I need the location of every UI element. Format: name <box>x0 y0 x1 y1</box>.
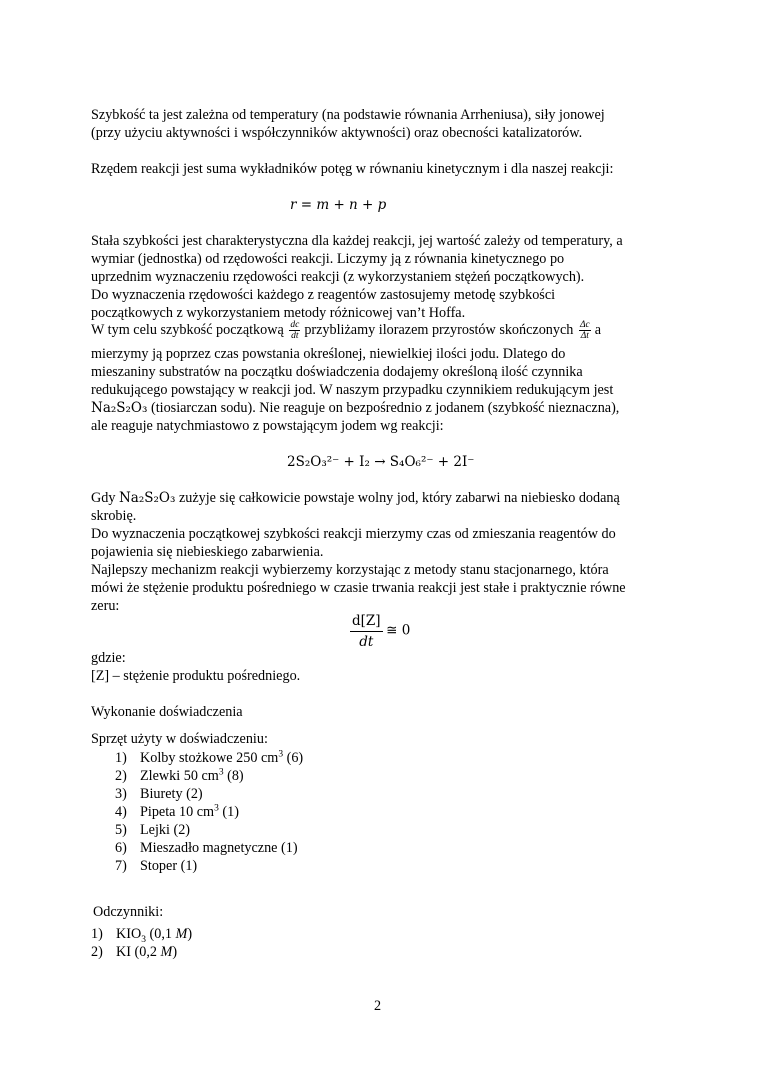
paragraph-line: gdzie: <box>91 650 126 666</box>
equipment-item <box>115 858 197 876</box>
fraction-numerator: dc <box>290 320 300 330</box>
equipment-label: Biurety (2) <box>140 786 203 802</box>
equipment-label: Lejki (2) <box>140 822 191 838</box>
equipment-heading: Sprzęt użyty w doświadczeniu: <box>91 731 268 747</box>
list-number: 2) <box>91 944 103 960</box>
list-number: 4) <box>115 804 127 820</box>
reagent-item <box>91 926 192 944</box>
paragraph-line <box>91 400 671 418</box>
text-span: a <box>594 321 602 338</box>
list-number: 7) <box>115 858 127 874</box>
equation-rhs: ≅ 0 <box>386 622 411 639</box>
unit-exponent: 3 <box>278 749 284 760</box>
equipment-item <box>115 786 203 804</box>
equipment-label: Zlewki 50 cm <box>140 768 219 784</box>
equation-thiosulfate-iodine: 2S₂O₃²⁻ + I₂ → S₄O₆²⁻ + 2I⁻ <box>287 454 475 470</box>
section-title: Wykonanie doświadczenia <box>91 704 243 720</box>
chemical-formula: Na₂S₂O₃ <box>91 400 148 416</box>
equation-reaction-order: r = m + n + p <box>290 197 387 213</box>
paragraph-line: mierzymy ją poprzez czas powstania określonej, niewielkiej ilości jodu. Dlatego do <box>91 346 566 362</box>
paragraph-line: skrobię. <box>91 508 137 524</box>
equipment-item <box>115 822 190 840</box>
equipment-quantity: (8) <box>223 768 244 784</box>
list-number: 3) <box>115 786 127 802</box>
paragraph-line: mieszaniny substratów na początku doświadczenia dodajemy określoną ilość czynnika <box>91 364 583 380</box>
list-number: 1) <box>115 750 127 766</box>
equipment-item <box>115 840 298 858</box>
paragraph-line: Rzędem reakcji jest suma wykładników potęg w równaniu kinetycznym i dla naszej reakcji: <box>91 161 614 177</box>
paragraph-line: pojawienia się niebieskiego zabarwienia. <box>91 544 324 560</box>
reagents-heading: Odczynniki: <box>93 904 164 920</box>
closing-paren: ) <box>172 944 178 960</box>
fraction-denominator: Δt <box>580 331 589 341</box>
text-span: przybliżamy ilorazem przyrostów skończonych <box>304 321 574 338</box>
text-span: Gdy <box>91 490 116 506</box>
finite-difference-fraction <box>579 320 591 341</box>
unit-exponent: 3 <box>218 767 224 778</box>
text-span: W tym celu szybkość początkową <box>91 321 284 338</box>
equipment-label: Pipeta 10 cm <box>140 804 215 820</box>
list-number: 6) <box>115 840 127 856</box>
reagent-item <box>91 944 177 962</box>
page-number: 2 <box>374 998 382 1014</box>
equipment-quantity: (1) <box>218 804 239 820</box>
list-number: 1) <box>91 926 103 942</box>
paragraph-line: początkowych z wykorzystaniem metody różnicowej van’t Hoffa. <box>91 305 466 321</box>
chemical-formula: Na₂S₂O₃ <box>118 490 176 506</box>
paragraph-line: Stała szybkości jest charakterystyczna dla każdej reakcji, jej wartość zależy od temperatury, a <box>91 233 623 249</box>
paragraph-line: Do wyznaczenia rzędowości każdego z reagentów zastosujemy metodę szybkości <box>91 287 556 303</box>
paragraph-line: wymiar (jednostka) od rzędowości reakcji. Liczymy ją z równania kinetycznego po <box>91 251 565 267</box>
paragraph-line: redukującego powstający w reakcji jod. W naszym przypadku czynnikiem redukującym jest <box>91 382 614 398</box>
fraction-numerator: d[Z] <box>350 612 383 632</box>
reagent-concentration: (0,1 <box>145 926 176 942</box>
paragraph-line: [Z] – stężenie produktu pośredniego. <box>91 668 301 684</box>
list-number: 5) <box>115 822 127 838</box>
equipment-label: Mieszadło magnetyczne (1) <box>140 840 298 856</box>
paragraph-line: zeru: <box>91 598 120 614</box>
concentration-unit: M <box>175 926 188 942</box>
paragraph-line: (przy użyciu aktywności i współczynników aktywności) oraz obecności katalizatorów. <box>91 125 583 141</box>
equipment-item <box>115 750 303 768</box>
equipment-item <box>115 768 244 786</box>
fraction-numerator: Δc <box>579 320 590 330</box>
equation-steady-state <box>350 612 410 651</box>
steady-state-fraction <box>350 612 383 651</box>
paragraph-line-with-fractions <box>91 320 671 341</box>
reagent-formula: KI <box>116 944 131 960</box>
reagent-concentration: (0,2 <box>130 944 161 960</box>
fraction-denominator: dt <box>291 331 299 341</box>
equipment-quantity: (6) <box>283 750 304 766</box>
text-span: (tiosiarczan sodu). Nie reaguje on bezpośrednio z jodanem (szybkość nieznaczna), <box>147 400 620 416</box>
paragraph-line: mówi że stężenie produktu pośredniego w czasie trwania reakcji jest stałe i praktycznie równe <box>91 580 626 596</box>
closing-paren: ) <box>187 926 193 942</box>
paragraph-line: Szybkość ta jest zależna od temperatury (na podstawie równania Arrheniusa), siły jonowej <box>91 107 605 123</box>
reagent-formula: KIO <box>116 926 142 942</box>
list-number: 2) <box>115 768 127 784</box>
equipment-item <box>115 804 239 822</box>
text-span: zużyje się całkowicie powstaje wolny jod, który zabarwi na niebiesko dodaną <box>178 490 620 506</box>
fraction-denominator: dt <box>359 634 374 650</box>
concentration-unit: M <box>160 944 173 960</box>
paragraph-line: uprzednim wyznaczeniu rzędowości reakcji (z wykorzystaniem stężeń początkowych). <box>91 269 585 285</box>
equipment-label: Stoper (1) <box>140 858 198 874</box>
formula-subscript: 3 <box>141 934 146 945</box>
derivative-fraction <box>289 320 300 341</box>
paragraph-line: Najlepszy mechanizm reakcji wybierzemy korzystając z metody stanu stacjonarnego, która <box>91 562 609 578</box>
paragraph-line: Do wyznaczenia początkowej szybkości reakcji mierzymy czas od zmieszania reagentów do <box>91 526 616 542</box>
paragraph-line: ale reaguje natychmiastowo z powstającym jodem wg reakcji: <box>91 418 444 434</box>
unit-exponent: 3 <box>214 803 219 814</box>
paragraph-line <box>91 490 671 508</box>
equipment-label: Kolby stożkowe 250 cm <box>140 750 279 766</box>
